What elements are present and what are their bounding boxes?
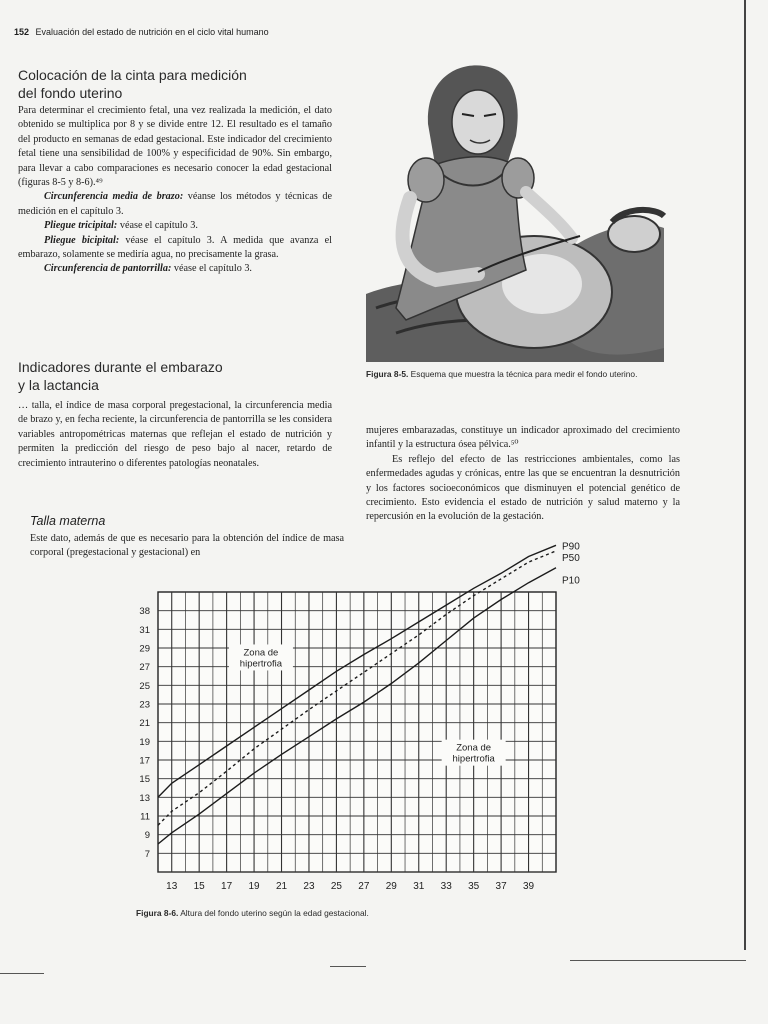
chart-y-tick-label: 19: [139, 736, 150, 748]
chart-y-tick-label: 25: [139, 680, 150, 692]
chart-annotation-line1: Zona de: [456, 742, 492, 754]
chart-series-label-p50: P50: [562, 552, 580, 564]
chart-x-tick-label: 39: [522, 881, 535, 892]
running-title: Evaluación del estado de nutrición en el ciclo vital humano: [35, 27, 269, 37]
paragraph-reflejo: Es reflejo del efecto de las restricciones ambientales, como las enfermedades agudas y crónicas, entre las que se encuentran la desnutrición y los factores socioeconómicos que disminuyen el potencial genético de crecimiento. Esto evidencia el estado de nutrición y salud materno y la repercusión en la evolución de la gestación.: [366, 453, 680, 523]
chart-grid: [158, 592, 556, 872]
chart-x-tick-label: 35: [468, 881, 480, 892]
item-bicipital: Pliegue bicipital: véase el capítulo 3. A medida que avanza el embarazo, solamente se mediría agua, no precisamente la grasa.: [18, 234, 332, 261]
chart-y-tick-label: 11: [140, 811, 150, 823]
right-column-body: [366, 424, 680, 525]
section-heading-indicadores: Indicadores durante el embarazo y la lactancia: [18, 359, 223, 393]
figure-8-6-caption: Figura 8-6. Altura del fondo uterino según la edad gestacional.: [136, 908, 369, 918]
figure-8-5-illustration: [366, 58, 664, 362]
figure-8-6-chart: [120, 541, 600, 900]
section-body-talla: [30, 532, 344, 561]
scan-line-center: [330, 966, 366, 967]
item-pantorrilla: Circunferencia de pantorrilla: véase el capítulo 3.: [44, 263, 252, 275]
chart-series-label-p10: P10: [562, 575, 580, 587]
chart-annotation-line2: hipertrofia: [452, 753, 495, 765]
chart-annotation-line2: hipertrofia: [239, 658, 283, 670]
chart-x-tick-label: 13: [166, 881, 178, 892]
chart-frame: [158, 592, 556, 872]
chart-y-tick-label: 29: [139, 643, 150, 655]
paragraph-talla: Este dato, además de que es necesario para la obtención del índice de masa corporal (pregestacional y gestacional) en: [30, 533, 344, 559]
chart-y-tick-label: 23: [139, 699, 150, 711]
chart-x-tick-label: 27: [358, 881, 370, 892]
chart-y-tick-label: 7: [144, 848, 150, 860]
chart-series-label-p90: P90: [562, 541, 580, 553]
page-number: 152: [14, 27, 30, 37]
chart-x-ticks: [166, 881, 534, 892]
chart-y-tick-label: 31: [139, 624, 150, 636]
paragraph-fetal-growth: Para determinar el crecimiento fetal, una vez realizada la medición, el dato obtenido se multiplica por 8 y se divide entre 12. El resultado es el tamaño del producto en semanas de edad gestacional. Este indicador del crecimiento fetal tiene una sensibilidad de 100% y especificidad de 90%. Sin embargo, para llevar a cabo comparaciones es necesario conocer la edad gestacional (figuras 8-5 y 8-6).⁴⁹: [18, 105, 332, 189]
chart-series-labels: [562, 541, 580, 586]
chart-x-tick-label: 25: [330, 881, 342, 892]
scan-line-right: [570, 960, 746, 961]
chart-x-tick-label: 17: [221, 881, 233, 892]
paragraph-mujeres: mujeres embarazadas, constituye un indicador aproximado del crecimiento infantil y la estructura ósea pélvica.⁵⁰: [366, 425, 680, 451]
section-heading-cinta: Colocación de la cinta para medición del fondo uterino: [18, 67, 247, 101]
chart-x-tick-label: 37: [495, 881, 507, 892]
chart-y-tick-label: 13: [139, 792, 150, 804]
chart-annotation-line1: Zona de: [243, 647, 279, 659]
chart-x-tick-label: 21: [275, 881, 288, 892]
section-body-indicadores: [18, 399, 332, 471]
chart-x-tick-label: 31: [413, 881, 425, 892]
page-edge-right: [744, 0, 746, 950]
item-tricipital: Pliegue tricipital: véase el capítulo 3.: [44, 220, 198, 232]
chart-x-tick-label: 15: [193, 881, 205, 892]
section-body-cinta: [18, 104, 332, 277]
chart-y-tick-label: 38: [139, 606, 150, 618]
chart-y-tick-label: 21: [139, 718, 150, 730]
chart-y-tick-label: 9: [144, 830, 150, 842]
chart-x-tick-label: 23: [303, 881, 315, 892]
item-brazo: Circunferencia media de brazo: véanse los métodos y técnicas de medición en el capítulo 3.: [18, 191, 332, 217]
chart-y-ticks: [139, 606, 150, 860]
figure-8-5-caption: Figura 8-5. Esquema que muestra la técnica para medir el fondo uterino.: [366, 369, 638, 379]
section-heading-talla: Talla materna: [30, 514, 106, 528]
paragraph-indicadores: … talla, el índice de masa corporal pregestacional, la circunferencia media de brazo y, en fecha reciente, la circunferencia de pantorrilla se les considera variables antropométricas maternas que reflejan el estado de nutrición y permiten la predicción del riesgo de peso bajo al nacer, retardo de crecimiento intrauterino o diferentes patologías neonatales.: [18, 400, 332, 469]
chart-y-tick-label: 15: [139, 774, 150, 786]
chart-y-tick-label: 17: [139, 755, 150, 767]
scan-line-left: [0, 973, 44, 974]
chart-x-tick-label: 33: [440, 881, 452, 892]
running-header: [14, 27, 269, 37]
chart-y-tick-label: 27: [139, 662, 150, 674]
chart-x-tick-label: 19: [248, 881, 260, 892]
chart-x-tick-label: 29: [385, 881, 397, 892]
